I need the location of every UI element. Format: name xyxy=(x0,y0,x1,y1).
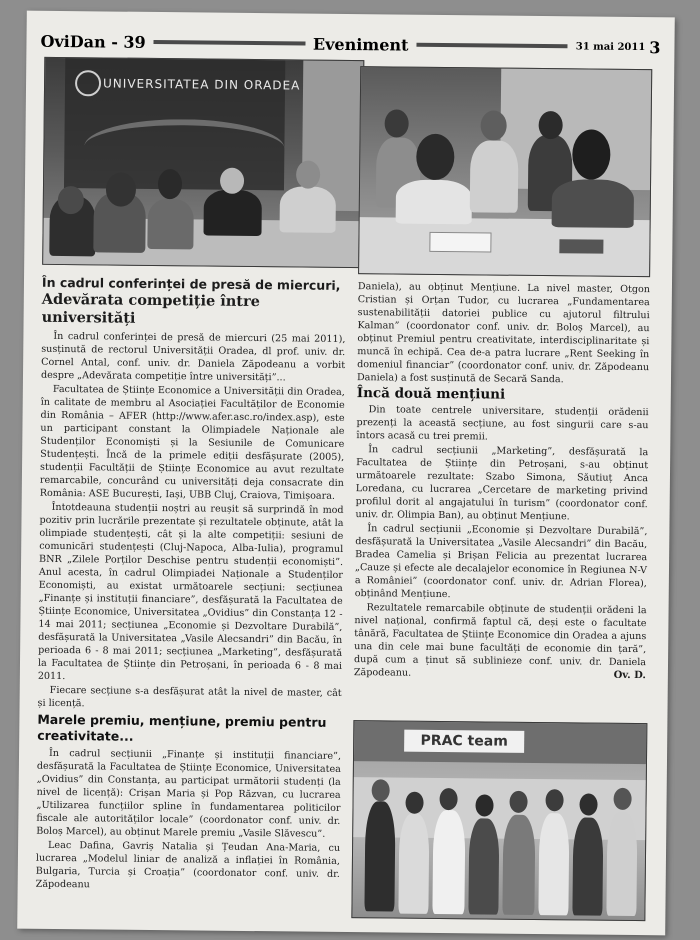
paragraph: Întotdeauna studenții noștri au reușit să surprindă în mod pozitiv prin lucrările prezentate și rezultatele obținute, atât la olimpiade studențești, cât și la alte competiții: sesiuni de comunicări studențești (Cluj-Napoca, Alba-Iulia), programul BNR „Zilele Porților Deschise pentru studenții economiști”. Anul acesta, în cadrul Olimpiadei Naționale a Studenților Economiști, au existat următoarele secțiuni: secțiunea „Finanțe și instituții financiare”, desfășurată la Facultatea de Științe Economice, Universitatea „Ovidius” din Constanța 12 - 14 mai 2011; secțiunea „Economie și Dezvoltare Durabilă”, desfășurată la Universitatea „Vasile Alecsandri” din Bacău, în perioada 6 - 8 mai 2011; secțiunea „Marketing”, desfășurată la Facultatea de Științe din Petroșani, în perioada 6 - 8 mai 2011. xyxy=(37,501,344,683)
page-header xyxy=(40,29,660,59)
team-photo xyxy=(351,720,647,921)
section-title: Eveniment xyxy=(312,34,409,55)
paragraph: În cadrul secțiunii „Economie și Dezvoltare Durabilă”, desfășurată la Universitatea „Vasile Alecsandri” din Bacău, Bradea Camelia și Brișan Felicia au prezentat lucrarea „Cauze și efecte ale decalajelor economice în Regiunea N-V a României” (coordonator conf. univ. dr. Adrian Florea), obținând Mențiune. xyxy=(354,523,648,601)
article-kicker: În cadrul conferinței de presă de miercuri, xyxy=(41,274,341,293)
newspaper-page xyxy=(17,11,675,936)
header-rule xyxy=(154,40,305,46)
university-banner: UNIVERSITATEA DIN ORADEA xyxy=(102,76,301,93)
paragraph: Facultatea de Științe Economice a Universității din Oradea, în calitate de membru al Asociației Facultăților de Economie din România – AFER (http://www.afer.asc.ro/index.asp), este un participant constant la Olimpiadele Naționale ale Studenților Economiști și la Sesiunile de Comunicare Studențești. Încă de la primele ediții desfășurate (2005), studenții Facultății de Științe Economice au avut rezultate remarcabile, concurând cu universități deja consacrate din România: ASE București, Iași, UBB Cluj, Craiova, Timișoara. xyxy=(39,383,345,502)
paragraph xyxy=(354,601,647,682)
paragraph: În cadrul secțiunii „Finanțe și instituții financiare”, desfășurată la Facultatea de Științe Economice, Universitatea „Ovidius” din Constanța, au participat următorii studenți (la nivel de licență): Crișan Maria și Pop Răzvan, cu lucrarea „Utilizarea funcțiilor spline în fundamentarea politicilor fiscale ale autorităților locale” (coordonator conf. univ. dr. Boloș Marcel), au obținut Marele premiu „Vasile Slăvescu”. xyxy=(36,747,342,840)
paragraph: În cadrul conferinței de presă de miercuri (25 mai 2011), susținută de rectorul Universității Oradea, dl prof. univ. dr. Cornel Antal, conf. univ. dr. Daniela Zăpodeanu a vorbit despre „Adevărata competiție între universități”... xyxy=(40,330,346,384)
subheading-awards: Marele premiu, mențiune, premiu pentru creativitate... xyxy=(37,711,327,744)
university-seal-icon xyxy=(75,70,101,96)
subheading-mentions: Încă două mențiuni xyxy=(356,385,506,403)
paragraph: În cadrul secțiunii „Marketing”, desfășurată la Facultatea de Științe din Petroșani, s-au obținut următoarele rezultate: Szabo Simona, Săutiuț Anca Loredana, cu lucrarea „Cercetare de marketing privind profilul dorit al angajatului în turism” (coordonator conf. univ. dr. Olimpia Ban), au obținut Mențiune. xyxy=(355,444,649,523)
paragraph-text: Rezultatele remarcabile obținute de studenții orădeni la nivel național, confirmă faptul că, deși este o facultate tânără, Facultatea de Științe Economice din Oradea a ajuns una din cele mai bune facultăți de economie din țară”, după cum a ținut să sublinieze conf. univ. dr. Daniela Zăpodeanu. xyxy=(353,602,647,679)
article-column-left xyxy=(36,275,346,895)
author-signature: Ov. D. xyxy=(613,669,646,682)
article-headline: Adevărata competiție între universități xyxy=(41,290,261,327)
article-column-right xyxy=(354,280,650,683)
paragraph: Leac Dafina, Gavriș Natalia și Țeudan Ana-Maria, cu lucrarea „Modelul liniar de analiză a inflației în România, Bulgaria, Turcia și Croația” (coordonator conf. univ. dr. Zăpodeanu xyxy=(35,839,341,891)
header-rule xyxy=(416,43,567,49)
page-number: 3 xyxy=(649,37,661,57)
issue-date: 31 mai 2011 xyxy=(575,40,646,53)
paragraph: Daniela), au obținut Mențiune. La nivel master, Otgon Cristian și Orțan Tudor, cu lucrarea „Fundamentarea sustenabilității datoriei publice cu ajutorul filtrului Kalman” (coordonator conf. univ. dr. Boloș Marcel), au obținut Premiul pentru creativitate, interdisciplinaritate și muncă în echipă. Cea de-a patra lucrare „Rent Seeking în domeniul financiar” (coordonator conf. univ. dr. Zăpodeanu Daniela) a fost susținută de Secară Sanda. xyxy=(356,281,650,386)
prac-team-sign: PRAC team xyxy=(404,730,524,753)
students-group-photo xyxy=(358,66,652,277)
paragraph: Din toate centrele universitare, studenții orădenii prezenți la această secțiune, au fost singurii care s-au întors acasă cu trei premii. xyxy=(356,404,649,443)
press-conference-photo xyxy=(42,57,364,268)
paragraph: Fiecare secțiune s-a desfășurat atât la nivel de master, cât și licență. xyxy=(37,684,342,710)
publication-name: OviDan - 39 xyxy=(40,31,146,52)
